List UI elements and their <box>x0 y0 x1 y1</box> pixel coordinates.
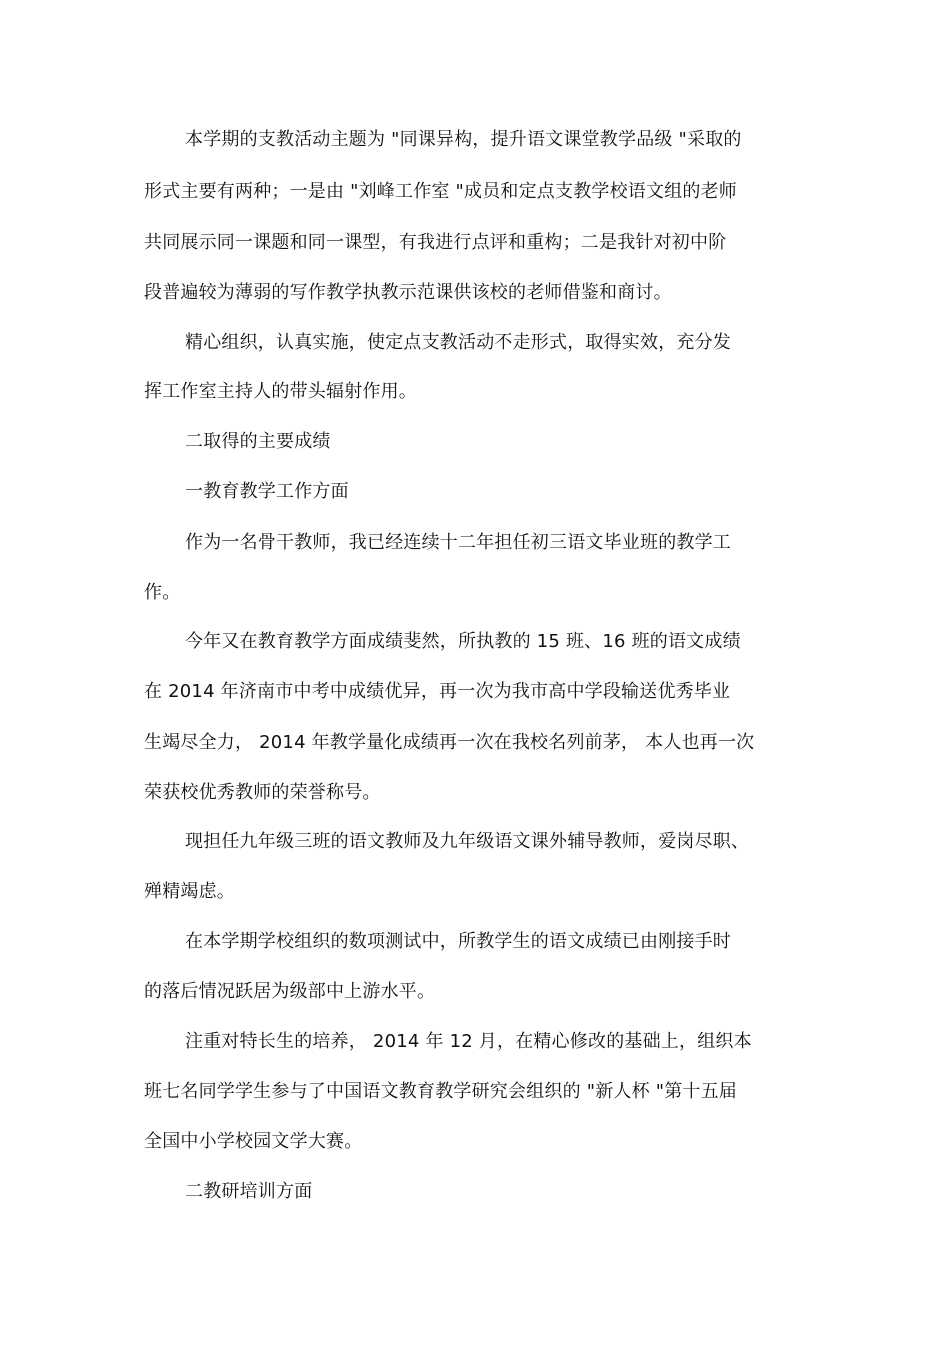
text-line: 班七名同学学生参与了中国语文教育教学研究会组织的 "新人杯 "第十五届 <box>144 1081 737 1102</box>
text-line: 挥工作室主持人的带头辐射作用。 <box>144 381 417 402</box>
text-line: 精心组织，认真实施，使定点支教活动不走形式，取得实效，充分发 <box>185 332 731 353</box>
text-line: 段普遍较为薄弱的写作教学执教示范课供该校的老师借鉴和商讨。 <box>144 282 672 303</box>
text-line: 作。 <box>144 582 181 603</box>
text-line: 现担任九年级三班的语文教师及九年级语文课外辅导教师，爱岗尽职、 <box>185 831 750 852</box>
text-line: 在 2014 年济南市中考中成绩优异，再一次为我市高中学段输送优秀毕业 <box>144 681 731 702</box>
text-line: 注重对特长生的培养， 2014 年 12 月，在精心修改的基础上，组织本 <box>185 1031 752 1052</box>
text-line: 殚精竭虑。 <box>144 881 235 902</box>
text-line: 生竭尽全力， 2014 年教学量化成绩再一次在我校名列前茅， 本人也再一次 <box>144 732 755 753</box>
text-line: 荣获校优秀教师的荣誉称号。 <box>144 782 381 803</box>
subsection-heading: 二教研培训方面 <box>185 1181 313 1202</box>
text-line: 共同展示同一课题和同一课型，有我进行点评和重构；二是我针对初中阶 <box>144 232 727 253</box>
text-line: 本学期的支教活动主题为 "同课异构，提升语文课堂教学品级 "采取的 <box>185 129 742 150</box>
text-line: 形式主要有两种；一是由 "刘峰工作室 "成员和定点支教学校语文组的老师 <box>144 181 737 202</box>
text-line: 全国中小学校园文学大赛。 <box>144 1131 363 1152</box>
text-line: 作为一名骨干教师，我已经连续十二年担任初三语文毕业班的教学工 <box>185 532 731 553</box>
text-line: 的落后情况跃居为级部中上游水平。 <box>144 981 436 1002</box>
subsection-heading: 一教育教学工作方面 <box>185 481 349 502</box>
text-line: 在本学期学校组织的数项测试中，所教学生的语文成绩已由刚接手时 <box>185 931 731 952</box>
section-heading: 二取得的主要成绩 <box>185 431 331 452</box>
text-line: 今年又在教育教学方面成绩斐然，所执教的 15 班、16 班的语文成绩 <box>185 631 741 652</box>
